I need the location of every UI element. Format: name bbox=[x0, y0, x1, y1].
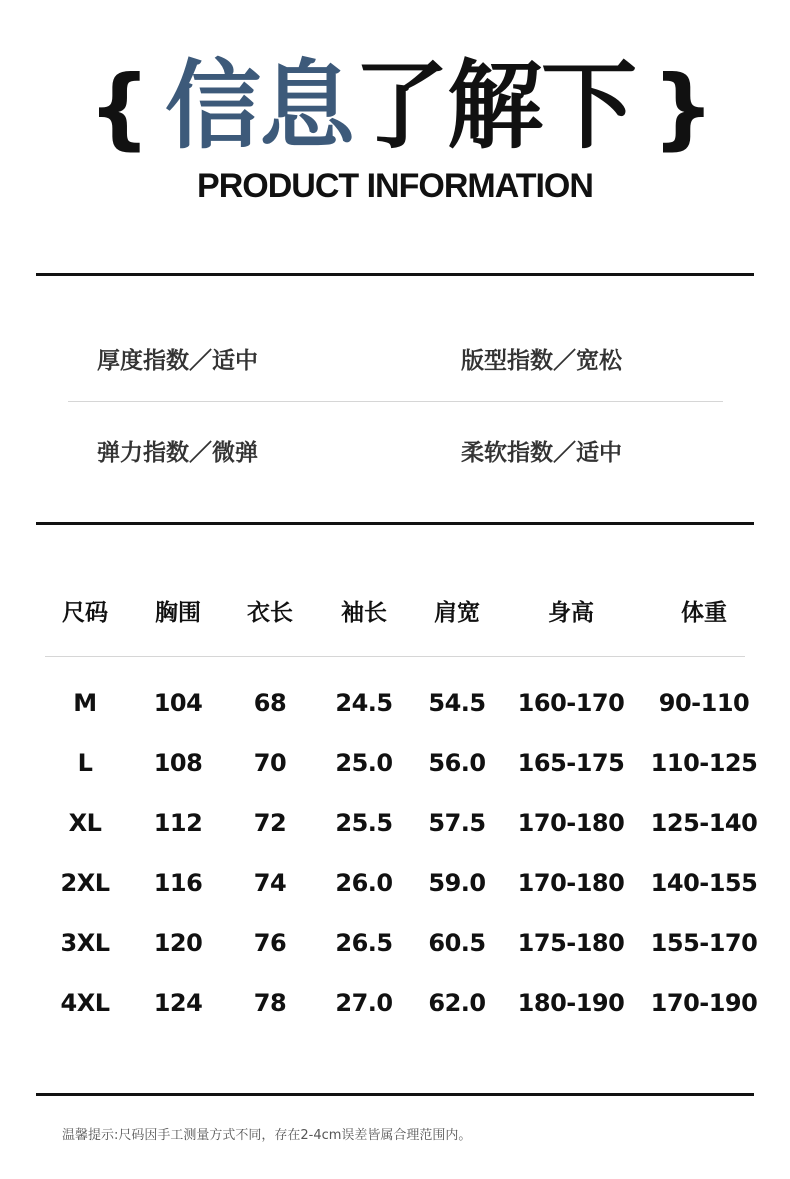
table-cell: 124 bbox=[153, 989, 203, 1017]
footer-note: 温馨提示:尺码因手工测量方式不同，存在2-4cm误差皆属合理范围内。 bbox=[62, 1128, 472, 1143]
attr-elasticity: 弹力指数／微弹 bbox=[97, 440, 258, 466]
table-cell: 110-125 bbox=[650, 749, 758, 777]
table-cell: 24.5 bbox=[335, 689, 393, 717]
table-cell: 27.0 bbox=[335, 989, 393, 1017]
header-size: 尺码 bbox=[62, 600, 108, 626]
table-cell: L bbox=[77, 749, 93, 777]
table-cell: 26.5 bbox=[335, 929, 393, 957]
header-chest: 胸围 bbox=[155, 600, 201, 626]
table-cell: 70 bbox=[253, 749, 287, 777]
table-cell: 60.5 bbox=[428, 929, 486, 957]
title-blue-part: 信息 bbox=[165, 50, 353, 162]
table-cell: 78 bbox=[253, 989, 287, 1017]
table-cell: 170-180 bbox=[517, 809, 625, 837]
table-cell: 54.5 bbox=[428, 689, 486, 717]
table-cell: 59.0 bbox=[428, 869, 486, 897]
table-cell: 160-170 bbox=[517, 689, 625, 717]
divider-middle bbox=[36, 522, 754, 525]
divider-top bbox=[36, 273, 754, 276]
header-sleeve: 袖长 bbox=[341, 600, 387, 626]
table-cell: 165-175 bbox=[517, 749, 625, 777]
table-cell: 140-155 bbox=[650, 869, 758, 897]
table-cell: M bbox=[73, 689, 97, 717]
table-cell: 72 bbox=[253, 809, 287, 837]
table-cell: 155-170 bbox=[650, 929, 758, 957]
table-cell: 25.0 bbox=[335, 749, 393, 777]
table-cell: 2XL bbox=[60, 869, 110, 897]
table-cell: 108 bbox=[153, 749, 203, 777]
page-subtitle: PRODUCT INFORMATION bbox=[197, 167, 593, 205]
right-brace: } bbox=[652, 56, 715, 159]
attr-softness: 柔软指数／适中 bbox=[461, 440, 622, 466]
table-cell: 56.0 bbox=[428, 749, 486, 777]
table-cell: 125-140 bbox=[650, 809, 758, 837]
table-cell: 57.5 bbox=[428, 809, 486, 837]
table-cell: 170-190 bbox=[650, 989, 758, 1017]
header-length: 衣长 bbox=[247, 600, 293, 626]
table-cell: 4XL bbox=[60, 989, 110, 1017]
header-height: 身高 bbox=[548, 600, 594, 626]
table-cell: 180-190 bbox=[517, 989, 625, 1017]
table-cell: 74 bbox=[253, 869, 287, 897]
table-cell: 104 bbox=[153, 689, 203, 717]
table-cell: 26.0 bbox=[335, 869, 393, 897]
table-cell: 25.5 bbox=[335, 809, 393, 837]
table-cell: 68 bbox=[253, 689, 287, 717]
table-cell: 62.0 bbox=[428, 989, 486, 1017]
attr-fit: 版型指数／宽松 bbox=[461, 348, 622, 374]
header-weight: 体重 bbox=[681, 600, 727, 626]
table-cell: 3XL bbox=[60, 929, 110, 957]
page-title bbox=[165, 50, 635, 162]
table-cell: 120 bbox=[153, 929, 203, 957]
title-black-part: 了解下 bbox=[353, 50, 635, 162]
left-brace: { bbox=[88, 56, 151, 159]
divider-bottom bbox=[36, 1093, 754, 1096]
table-cell: 175-180 bbox=[517, 929, 625, 957]
header-shoulder: 肩宽 bbox=[434, 600, 480, 626]
table-header-divider bbox=[45, 656, 745, 657]
attr-thickness: 厚度指数／适中 bbox=[97, 348, 258, 374]
table-cell: 116 bbox=[153, 869, 203, 897]
attr-divider bbox=[68, 401, 723, 402]
title-block bbox=[0, 50, 790, 170]
table-cell: XL bbox=[68, 809, 102, 837]
table-cell: 170-180 bbox=[517, 869, 625, 897]
table-cell: 90-110 bbox=[658, 689, 750, 717]
table-cell: 112 bbox=[153, 809, 203, 837]
table-cell: 76 bbox=[253, 929, 287, 957]
